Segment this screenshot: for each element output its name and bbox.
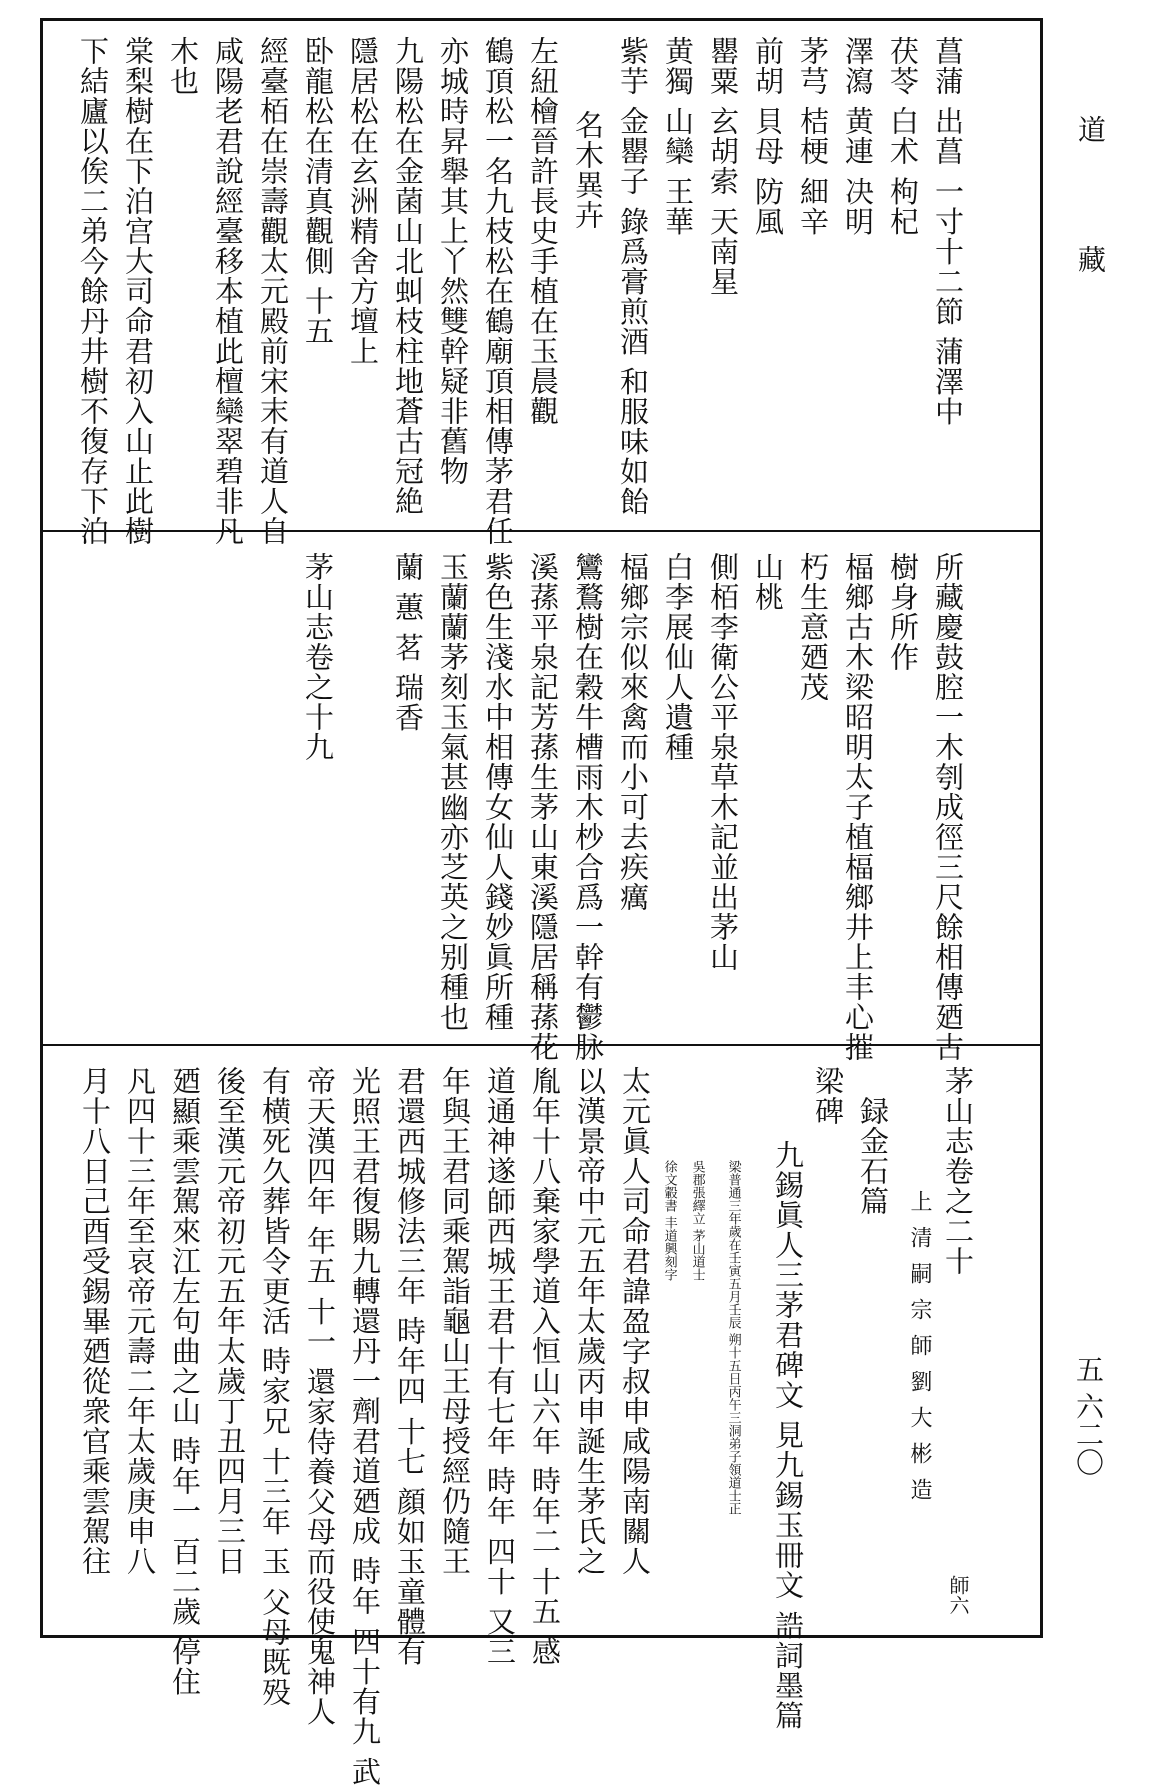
text-column: 罌粟 玄胡索 天南星 — [706, 36, 740, 297]
text-column: 楅鄉宗似來禽而小可去疾癘 — [616, 552, 650, 912]
text-column: 經臺栢在崇壽觀太元殿前宋末有道人自 — [256, 36, 290, 546]
text-column: 君還西城修法三年 時年四 十七 顔如玉童體有 — [393, 1066, 427, 1667]
text-column: 茅芎 桔梗 細辛 — [796, 36, 830, 237]
text-column: 左紐檜晉許長史手植在玉晨觀 — [526, 36, 560, 426]
text-column: 下結廬以俟二弟今餘丹井樹不復存下泊 — [76, 36, 110, 546]
text-column: 山桃 — [751, 552, 785, 612]
marginal-mark: 師六 — [946, 1575, 970, 1615]
text-column: 白李展仙人遺種 — [661, 552, 695, 762]
chapter-title: 茅山志卷之二十 — [941, 1066, 975, 1276]
text-column: 蘭 蕙 茗 瑞香 — [391, 552, 425, 733]
text-column: 咸陽老君說經臺移本植此檀欒翠碧非凡 — [211, 36, 245, 546]
text-column: 後至漢元帝初元五年太歲丁丑四月三日 — [213, 1066, 247, 1576]
author-line: 上清嗣宗師劉大彬造 — [907, 1190, 932, 1514]
margin-label-middle: 藏 — [1074, 245, 1107, 273]
text-column: 棠梨樹在下泊宫大司命君初入山止此樹 — [121, 36, 155, 546]
text-column: 廼顯乘雲駕來江左句曲之山 時年一 百二歲 停住 — [168, 1066, 202, 1697]
text-column: 鶴頂松一名九枝松在鶴廟頂相傳茅君任 — [481, 36, 515, 546]
text-column: 鸞鶩樹在穀牛槽雨木杪合爲一幹有鬱脉 — [571, 552, 605, 1062]
text-column: 道通神遂師西城王君十有七年 時年 四十 又三 — [483, 1066, 517, 1667]
text-column: 太元眞人司命君諱盈字叔申咸陽南關人 — [618, 1066, 652, 1576]
text-column: 胤年十八棄家學道入恒山六年 時年二 十五 感 — [528, 1066, 562, 1667]
text-column: 九陽松在金菌山北虯枝柱地蒼古冠絶 — [391, 36, 425, 516]
section-heading: 名木異卉 — [571, 110, 605, 230]
text-column: 前胡 貝母 防風 — [751, 36, 785, 237]
text-column: 玉蘭蘭茅刻玉氣甚幽亦芝英之别種也 — [436, 552, 470, 1032]
annotation-column: 吳郡張繹立 茅山道士 — [689, 1160, 705, 1282]
text-column: 茯苓 白术 枸杞 — [886, 36, 920, 237]
text-column: 木也 — [166, 36, 200, 96]
text-column: 亦城時昇舉其上丫然雙幹疑非舊物 — [436, 36, 470, 486]
chapter-end-title: 茅山志卷之十九 — [301, 552, 335, 762]
annotation-column: 梁普通三年歲在壬寅五月壬辰 朔十五日丙午三洞弟子領道士正 — [725, 1160, 741, 1516]
text-column: 黄獨 山欒 王華 — [661, 36, 695, 237]
text-column: 樹身所作 — [886, 552, 920, 672]
text-column: 九錫眞人三茅君碑文 見九錫玉冊文 誥詞墨篇 — [771, 1140, 805, 1731]
text-column: 光照王君復賜九轉還丹一劑君道廼成 時年 四十有九 武 — [348, 1066, 382, 1787]
text-column: 隱居松在玄洲精舍方壇上 — [346, 36, 380, 366]
text-column: 帝天漢四年 年五 十一 還家侍養父母而役使鬼神人 — [303, 1066, 337, 1727]
section-heading: 録金石篇 — [856, 1096, 890, 1216]
text-column: 以漢景帝中元五年太歲丙申誕生茅氏之 — [573, 1066, 607, 1576]
subheading: 梁碑 — [811, 1066, 845, 1126]
text-column: 所藏慶鼓腔一木刳成徑三尺餘相傳廼古 — [931, 552, 965, 1062]
text-column: 卧龍松在清真觀側 十五 — [301, 36, 335, 347]
text-column: 側栢李衛公平泉草木記並出茅山 — [706, 552, 740, 972]
annotation-column: 徐文轂書 丰道興刻字 — [661, 1160, 677, 1282]
text-column: 有横死久葬皆令更活 時家兄 十三年 玉 父母既殁 — [258, 1066, 292, 1707]
text-column: 菖蒲 出菖 一寸十二節 蒲澤中 — [931, 36, 965, 427]
text-column: 溪蓀平泉記芳蓀生茅山東溪隱居稱蓀花 — [526, 552, 560, 1062]
section-divider — [40, 530, 1043, 532]
text-column: 凡四十三年至哀帝元壽二年太歲庚申八 — [123, 1066, 157, 1576]
text-column: 楅鄉古木梁昭明太子植楅鄉井上丰心摧 — [841, 552, 875, 1062]
text-column: 朽生意廼茂 — [796, 552, 830, 702]
page-number: 五 六二〇 — [1072, 1355, 1105, 1476]
text-column: 紫色生淺水中相傳女仙人錢妙眞所種 — [481, 552, 515, 1032]
text-column: 澤瀉 黄連 决明 — [841, 36, 875, 237]
margin-label-top: 道 — [1074, 115, 1107, 143]
text-column: 月十八日己酉受錫畢廼從衆官乘雲駕往 — [78, 1066, 112, 1576]
text-column: 年與王君同乘駕詣龜山王母授經仍隨王 — [438, 1066, 472, 1576]
text-column: 紫芋 金罌子 錄爲膏煎酒 和服味如飴 — [616, 36, 650, 517]
